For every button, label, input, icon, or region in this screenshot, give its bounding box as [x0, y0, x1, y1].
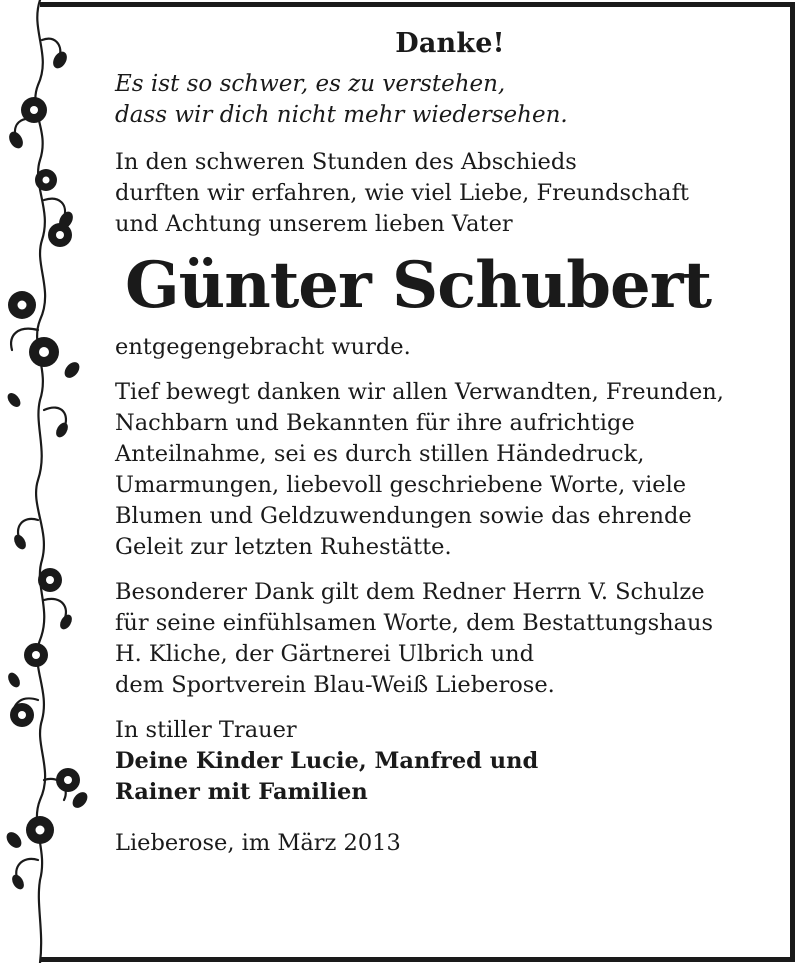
after-name-paragraph	[115, 332, 775, 363]
after-name-line: entgegengebracht wurde.	[115, 334, 411, 360]
verse-line: dass wir dich nicht mehr wiedersehen.	[115, 102, 568, 128]
thanks-paragraph	[115, 377, 775, 563]
place-date	[115, 828, 775, 859]
thanks-line: Anteilnahme, sei es durch stillen Händedruck,	[115, 441, 645, 467]
notice-heading: Danke!	[395, 28, 505, 59]
signature	[115, 715, 775, 808]
special-thanks-line: H. Kliche, der Gärtnerei Ulbrich und	[115, 641, 535, 667]
signature-names: Deine Kinder Lucie, Manfred und	[115, 748, 539, 774]
thanks-line: Geleit zur letzten Ruhestätte.	[115, 534, 452, 560]
thanks-line: Blumen und Geldzuwendungen sowie das ehrende	[115, 503, 692, 529]
special-thanks-paragraph	[115, 577, 775, 701]
verse-line: Es ist so schwer, es zu verstehen,	[115, 71, 506, 97]
verse	[115, 69, 775, 131]
thanks-line: Tief bewegt danken wir allen Verwandten, Freunden,	[115, 379, 724, 405]
intro-line: In den schweren Stunden des Abschieds	[115, 149, 577, 175]
deceased-name: Günter Schubert	[125, 248, 711, 323]
special-thanks-line: dem Sportverein Blau-Weiß Lieberose.	[115, 672, 555, 698]
intro-line: und Achtung unserem lieben Vater	[115, 211, 513, 237]
signature-intro: In stiller Trauer	[115, 717, 297, 743]
thanks-line: Nachbarn und Bekannten für ihre aufrichtige	[115, 410, 635, 436]
intro-line: durften wir erfahren, wie viel Liebe, Freundschaft	[115, 180, 689, 206]
place-date-line: Lieberose, im März 2013	[115, 830, 401, 856]
special-thanks-line: Besonderer Dank gilt dem Redner Herrn V. Schulze	[115, 579, 705, 605]
signature-names: Rainer mit Familien	[115, 779, 368, 805]
rose-vine-icon	[0, 0, 100, 963]
thanks-line: Umarmungen, liebevoll geschriebene Worte, viele	[115, 472, 687, 498]
notice-content	[115, 28, 775, 873]
intro-paragraph	[115, 147, 775, 240]
special-thanks-line: für seine einfühlsamen Worte, dem Bestattungshaus	[115, 610, 714, 636]
